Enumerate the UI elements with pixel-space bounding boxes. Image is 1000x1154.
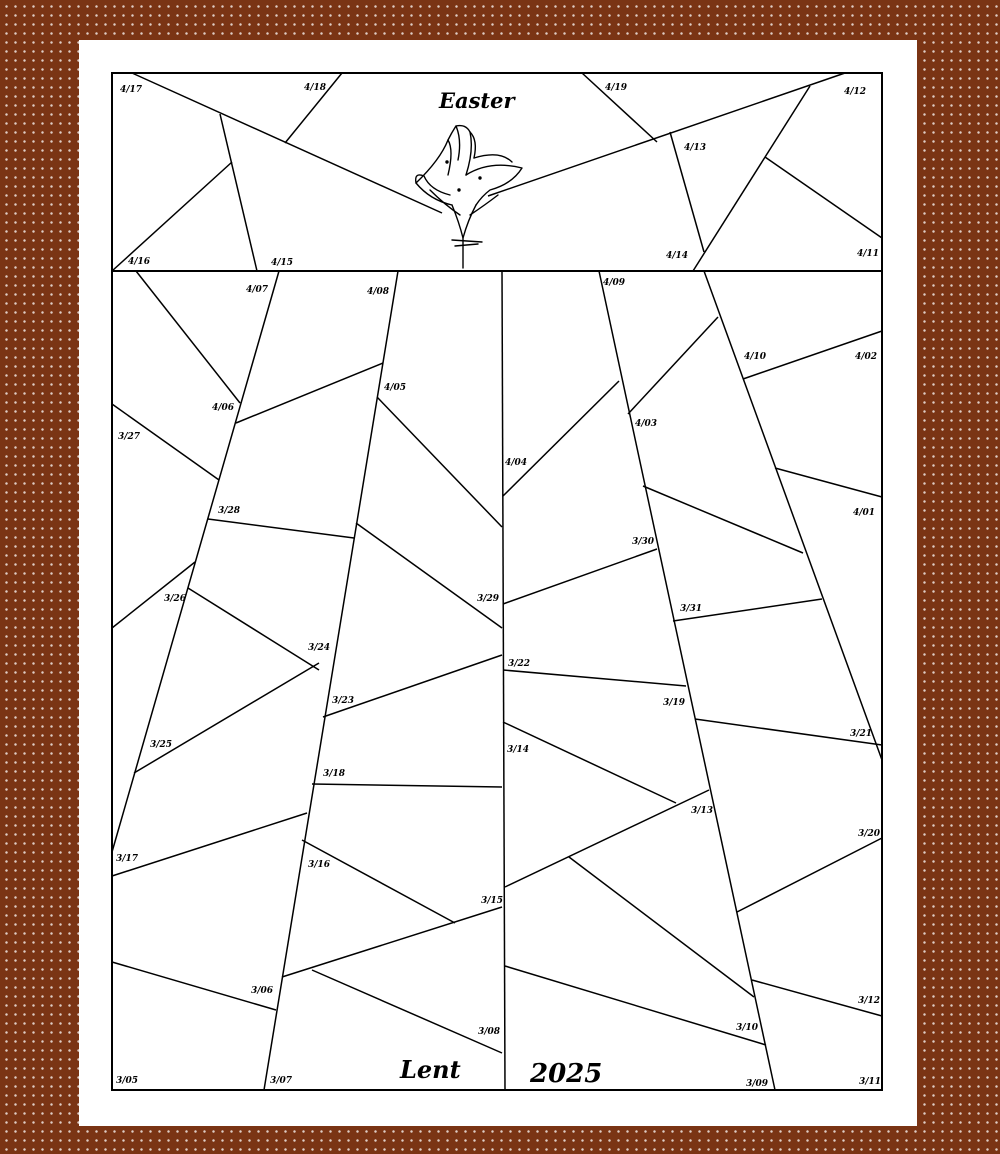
date-label: 4/17 (120, 85, 143, 95)
date-label: 4/08 (367, 287, 390, 297)
date-label: 4/06 (212, 403, 235, 413)
column-line (502, 271, 505, 1090)
date-label: 3/19 (663, 698, 686, 708)
date-label: 3/16 (308, 860, 331, 870)
segment-line (188, 588, 319, 670)
date-label: 3/06 (251, 986, 274, 996)
date-label: 3/24 (308, 643, 331, 653)
segment-line (503, 549, 657, 604)
lent-calendar-drawing (79, 40, 917, 1126)
lily-flower-icon (416, 126, 522, 268)
easter-title: Easter (439, 88, 515, 113)
segment-line (112, 162, 232, 271)
date-label: 3/25 (150, 740, 173, 750)
date-labels (116, 83, 881, 1089)
date-label: 3/20 (858, 829, 881, 839)
calendar-frame (112, 73, 882, 1090)
segment-line (312, 970, 502, 1053)
segment-line (220, 114, 257, 271)
date-label: 3/15 (481, 896, 504, 906)
segment-line (112, 813, 307, 876)
segment-line (112, 404, 219, 480)
date-label: 3/05 (116, 1076, 139, 1086)
date-label: 4/02 (855, 352, 878, 362)
segment-line (643, 486, 803, 553)
segment-line (569, 857, 754, 997)
date-label: 3/23 (332, 696, 355, 706)
segment-line (488, 73, 845, 196)
date-label: 3/27 (118, 432, 141, 442)
date-label: 3/14 (507, 745, 530, 755)
segment-line (236, 363, 383, 423)
column-line (112, 271, 279, 852)
date-label: 4/13 (684, 143, 707, 153)
date-label: 3/31 (680, 604, 703, 614)
date-label: 3/10 (736, 1023, 759, 1033)
date-label: 3/22 (508, 659, 531, 669)
date-label: 4/07 (246, 285, 269, 295)
date-label: 3/18 (323, 769, 346, 779)
segment-line (356, 523, 502, 628)
date-label: 4/12 (844, 87, 867, 97)
segment-line (132, 73, 442, 213)
date-label: 4/05 (384, 383, 407, 393)
segment-line (503, 381, 619, 496)
segment-line (628, 317, 718, 414)
date-label: 3/28 (218, 506, 241, 516)
date-label: 4/11 (857, 249, 880, 259)
date-label: 4/14 (666, 251, 689, 261)
date-label: 4/01 (853, 508, 876, 518)
segment-line (693, 86, 810, 271)
date-label: 3/26 (164, 594, 187, 604)
lent-section-lines (112, 271, 882, 1090)
date-label: 4/10 (744, 352, 767, 362)
column-line (264, 271, 398, 1090)
date-label: 3/08 (478, 1027, 501, 1037)
segment-line (312, 784, 502, 787)
date-label: 4/16 (128, 257, 151, 267)
segment-line (323, 655, 502, 717)
year-title: 2025 (530, 1059, 603, 1089)
date-label: 4/18 (304, 83, 327, 93)
segment-line (208, 519, 354, 538)
date-label: 3/30 (632, 537, 655, 547)
date-label: 4/09 (603, 278, 626, 288)
date-label: 4/19 (605, 83, 628, 93)
date-label: 4/15 (271, 258, 294, 268)
segment-line (377, 397, 502, 527)
segment-line (302, 840, 455, 923)
segment-line (505, 790, 709, 887)
date-label: 3/21 (850, 729, 873, 739)
segment-line (136, 271, 240, 403)
date-label: 3/29 (477, 594, 500, 604)
segment-line (505, 966, 766, 1045)
date-label: 3/12 (858, 996, 881, 1006)
segment-line (503, 722, 676, 803)
date-label: 3/13 (691, 806, 714, 816)
date-label: 3/17 (116, 854, 139, 864)
segment-line (282, 907, 502, 977)
date-label: 4/03 (635, 419, 658, 429)
calendar-sheet (79, 40, 917, 1126)
date-label: 3/09 (746, 1079, 769, 1089)
segment-line (503, 670, 686, 686)
segment-line (737, 838, 882, 912)
date-label: 3/07 (270, 1076, 293, 1086)
date-label: 3/11 (859, 1077, 882, 1087)
date-label: 4/04 (505, 458, 528, 468)
lent-title: Lent (400, 1055, 461, 1084)
segment-line (775, 468, 882, 497)
segment-line (765, 157, 882, 238)
